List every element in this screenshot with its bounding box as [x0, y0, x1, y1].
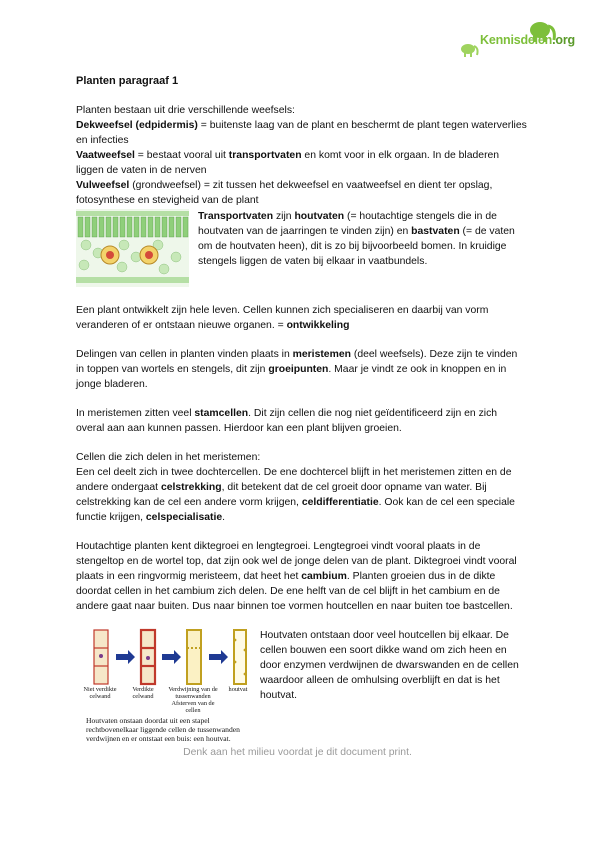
leaf-cross-section-image — [76, 209, 189, 287]
label-houtvat: houtvat — [228, 686, 248, 693]
document-body — [76, 74, 528, 743]
logo-text: Kennisdelen.org — [480, 33, 575, 47]
houtvat-text: Houtvaten ontstaan door veel houtcellen bij elkaar. De cellen bouwen een soort dikke wand om zich heen en door enzymen verdwijnen de dwarswanden en de cellen waardoor alleen de omhulsing overblijft en dat is het houtvat. — [260, 630, 519, 701]
page-title: Planten paragraaf 1 — [76, 75, 179, 87]
houtvat-section — [76, 628, 528, 743]
logo — [458, 18, 580, 60]
label-verdikt: Verdikte celwand — [132, 686, 154, 700]
ontwikkeling-paragraph: Een plant ontwikkelt zijn hele leven. Cellen kunnen zich specialiseren en daarbij van vorm veranderen of er ontstaan nieuwe organen. = ontwikkeling — [76, 305, 489, 331]
vaatweefsel-definition: Vaatweefsel = bestaat vooral uit transportvaten en komt voor in elk orgaan. In de bladeren liggen de vaten in de nerven — [76, 150, 500, 176]
diagram-caption: Houtvaten onstaan doordat uit een stapel rechtbovenelkaar liggende cellen de tussenwanden verdwijnen en er ontstaat een buis: een houtvat. — [86, 716, 240, 743]
footer-note: Denk aan het milieu voordat je dit document print. — [183, 747, 412, 758]
intro-text: Planten bestaan uit drie verschillende weefsels: — [76, 105, 295, 116]
transportvaten-text: Transportvaten zijn houtvaten (= houtachtige stengels die in de houtvaten van de jaarringen te vinden zijn) en bastvaten (= de vaten om de houtvaten heen), dit is zo bij bijvoorbeeld bomen. In kruidige stengels liggen de vaten bij elkaar in vaatbundels. — [198, 211, 515, 267]
label-verdwijning: Verdwijning van de tussenwanden Afsterven van de cellen — [168, 686, 218, 714]
groei-paragraph: Houtachtige planten kent diktegroei en lengtegroei. Lengtegroei vindt vooral plaats in de stengeltop en de wortel top, dat zijn ook wel de jonge delen van de plant. Diktegroei vindt vooral plaats in een ringvormig meristeem, dat heet het cambium. Planten groeien dus in de dikte doordat cellen in het cambium zich delen. De ene helft van de cel blijft in het cambium en de andere gaat naar buiten. Dus naar binnen toe vormen houtcellen en naar buiten toe bastcellen. — [76, 541, 517, 612]
dekweefsel-definition: Dekweefsel (edpidermis) = buitenste laag van de plant en beschermt de plant tegen waterverlies en infecties — [76, 120, 527, 146]
vulweefsel-definition: Vulweefsel (grondweefsel) = zit tussen het dekweefsel en vaatweefsel en dient ter opslag, fotosynthese en stevigheid van de plant — [76, 180, 493, 206]
leaf-section — [76, 209, 528, 289]
label-niet-verdikt: Niet verdikte celwand — [83, 686, 117, 700]
celdeling-paragraph: Cellen die zich delen in het meristemen: Een cel deelt zich in twee dochtercellen. De ene dochtercel blijft in het meristemen zitten en de andere ondergaat celstrekking, dit betekent dat de cel groeit door opname van water. Bij celstrekking kan de cel een andere vorm krijgen, celdifferentiatie. Ook kan de cel een speciale functie krijgen, celspecialisatie. — [76, 452, 515, 523]
stamcellen-paragraph: In meristemen zitten veel stamcellen. Dit zijn cellen die nog niet geïdentificeerd zijn en zich overal aan aan kunnen passen. Hierdoor kan een plant blijven groeien. — [76, 408, 498, 434]
meristemen-paragraph: Delingen van cellen in planten vinden plaats in meristemen (deel weefsels). Deze zijn te vinden in toppen van wortels en stengels, dit zijn groeipunten. Maar je vindt ze ook in knoppen en in jonge bladeren. — [76, 349, 518, 390]
